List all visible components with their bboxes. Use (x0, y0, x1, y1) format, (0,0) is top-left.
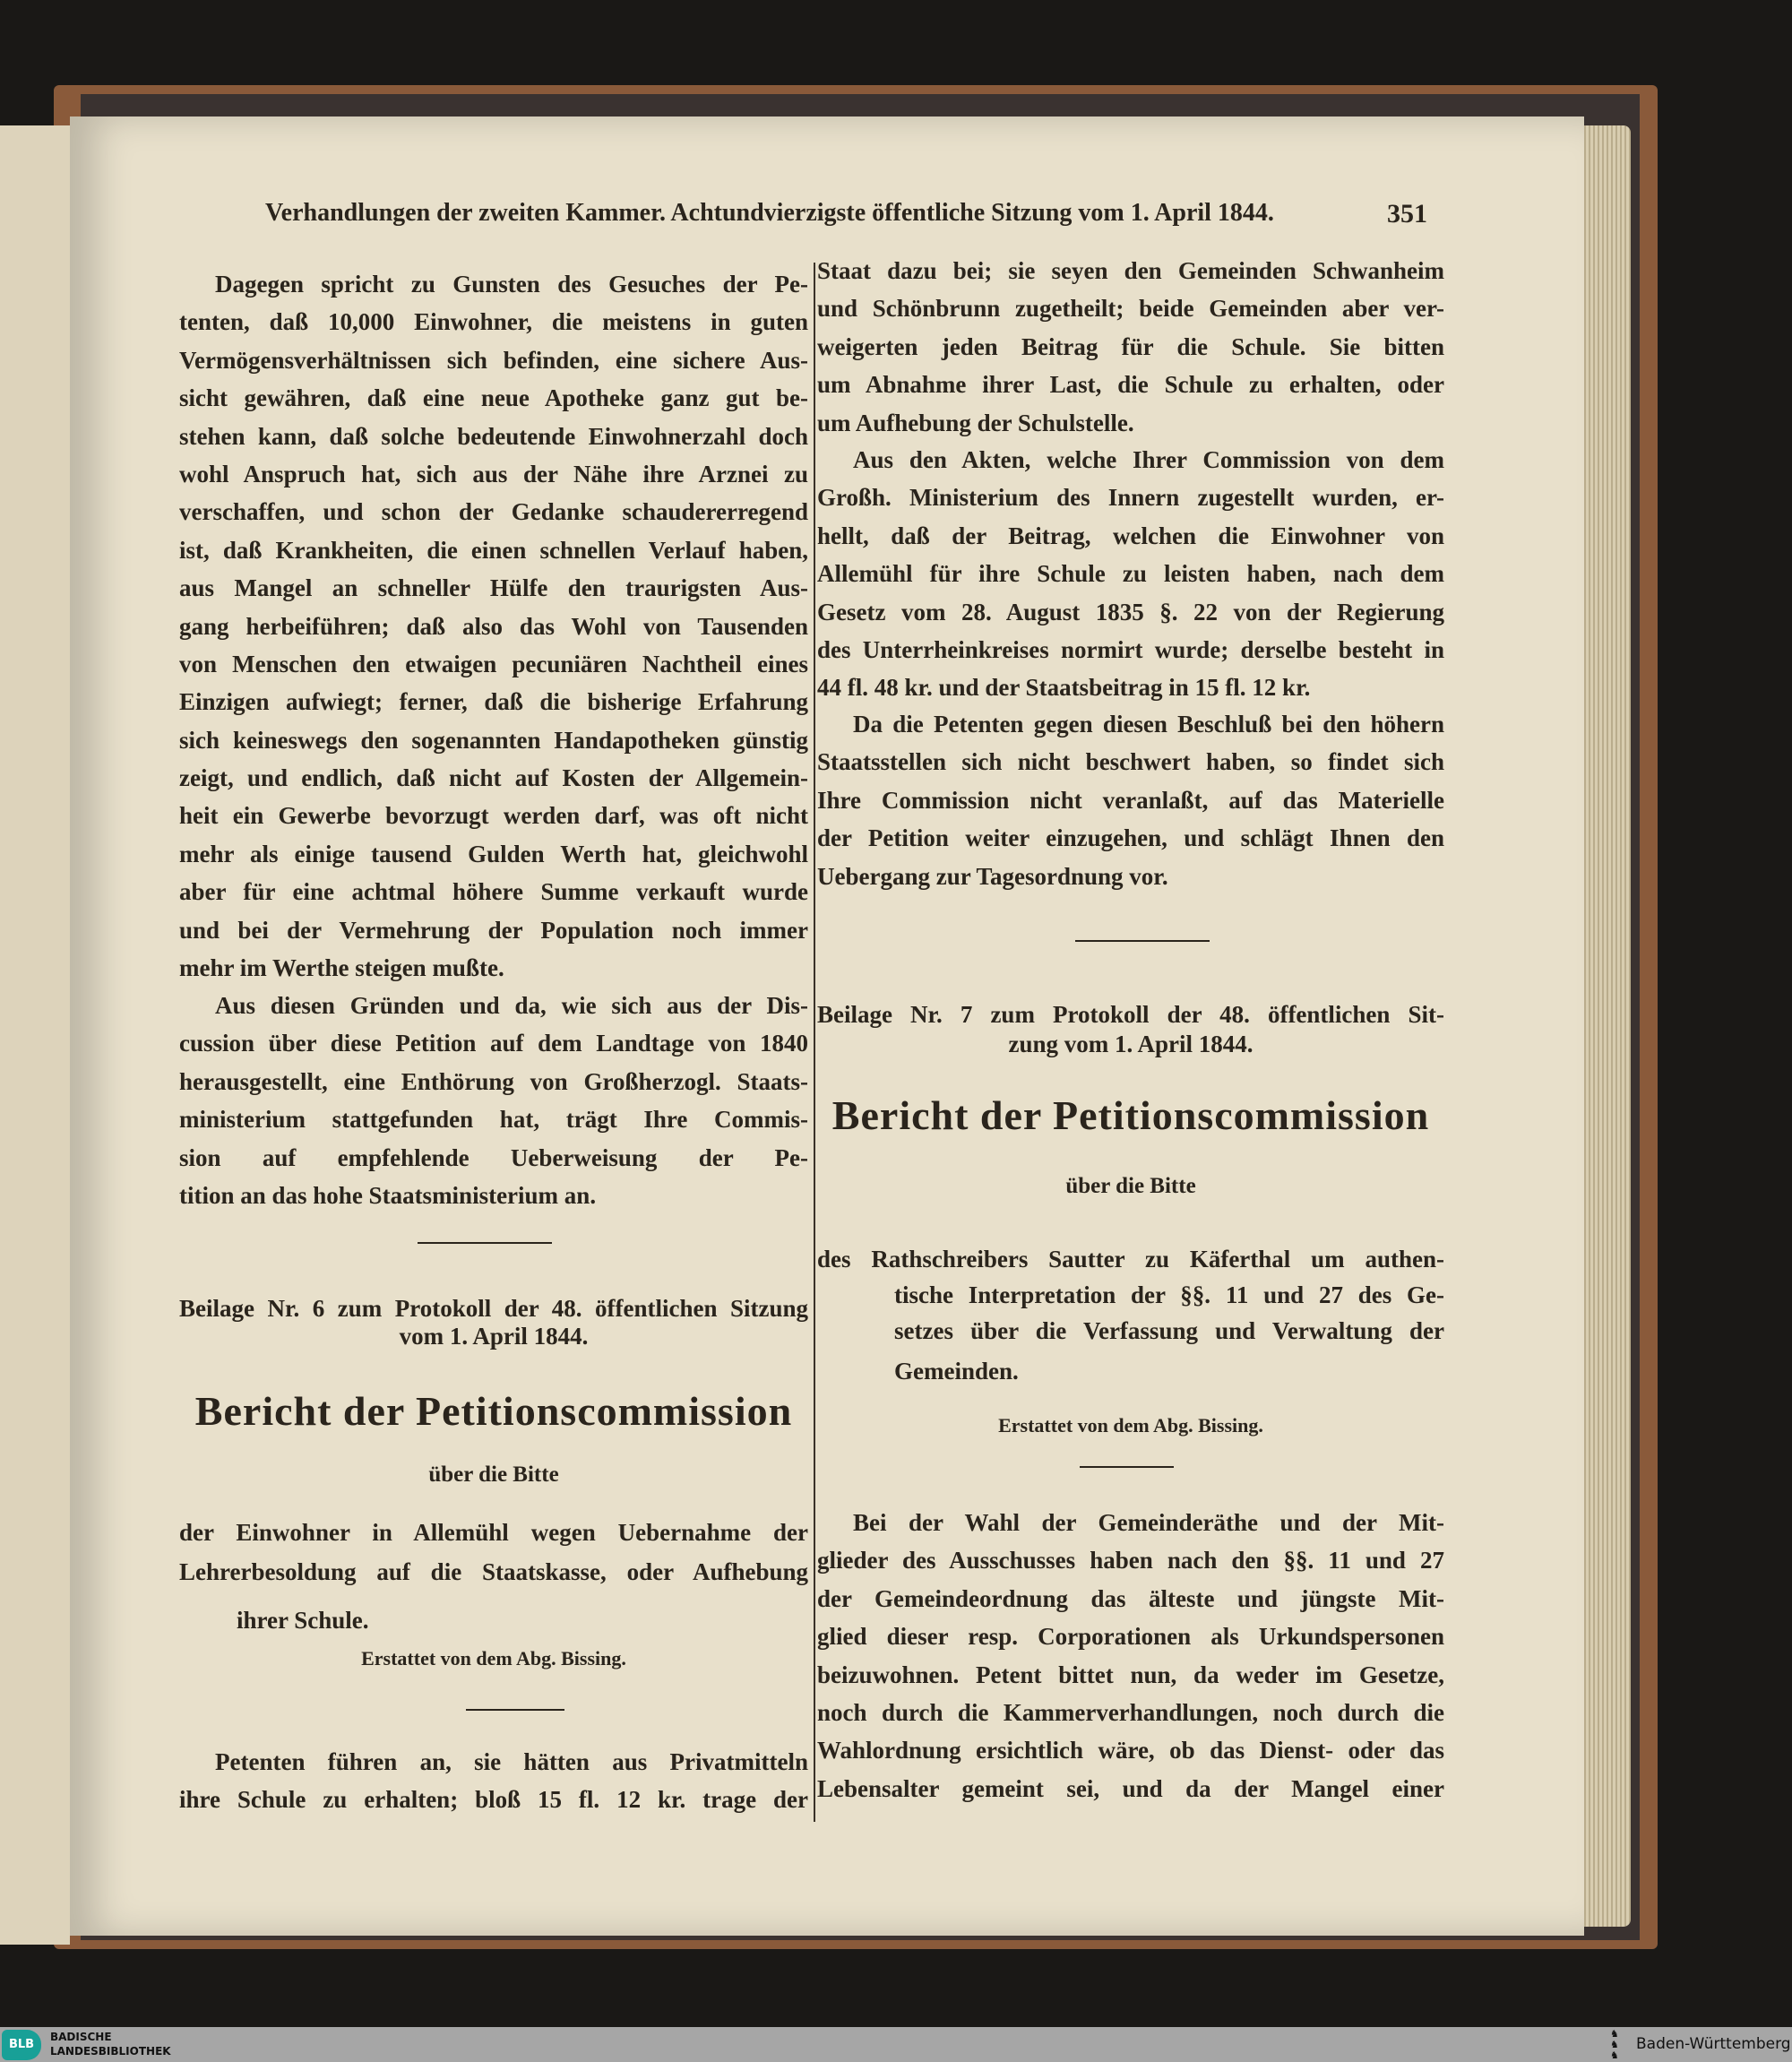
beilage-line: Beilage Nr. 7 zum Protokoll der 48. öffentlichen Sit- (817, 1001, 1444, 1028)
facing-page-edge (0, 125, 70, 1945)
text-line: Aus den Akten, welche Ihrer Commission von dem (853, 446, 1444, 473)
text-line: ministerium stattgefunden hat, trägt Ihre Commis- (179, 1106, 808, 1134)
report-heading: Bericht der Petitionscommission (831, 1092, 1430, 1138)
text-line: Ihre Commission nicht veranlaßt, auf das Materielle (817, 786, 1444, 814)
text-line: des Unterrheinkreises normirt wurde; derselbe besteht in (817, 635, 1444, 663)
text-line: tition an das hohe Staatsministerium an. (179, 1181, 597, 1209)
text-line: Allemühl für ihre Schule zu leisten haben, nach dem (817, 560, 1444, 588)
text-line: Staatsstellen sich nicht beschwert haben, so findet sich (817, 748, 1444, 776)
report-subheading: über die Bitte (428, 1462, 559, 1487)
text-line: der Petition weiter einzugehen, und schlägt Ihnen den (817, 824, 1444, 852)
state-lions-icon: ♞ ♞ ♞ (1610, 2029, 1619, 2061)
separator-rule (1080, 1466, 1174, 1468)
report-heading: Bericht der Petitionscommission (194, 1388, 793, 1434)
subject-line: des Rathschreibers Sautter zu Käferthal um authen- (817, 1246, 1444, 1273)
text-line: sion auf empfehlende Ueberweisung der Pe- (179, 1143, 808, 1171)
text-line: der Gemeindeordnung das älteste und jüngste Mit- (817, 1584, 1444, 1612)
text-line: glieder des Ausschusses haben nach den §§. 11 und 27 (817, 1547, 1444, 1575)
footer-bar (0, 2027, 1792, 2062)
text-line: glied dieser resp. Corporationen als Urkundspersonen (817, 1623, 1444, 1651)
text-line: verschaffen, und schon der Gedanke schaudererregend (179, 498, 808, 526)
text-line: stehen kann, daß solche bedeutende Einwohnerzahl doch (179, 422, 808, 450)
text-line: tenten, daß 10,000 Einwohner, die meistens in guten (179, 308, 808, 336)
left-paragraph-2 (179, 987, 808, 1214)
text-line: beizuwohnen. Petent bittet nun, da weder im Gesetze, (817, 1661, 1444, 1688)
left-paragraph-1 (179, 265, 808, 987)
text-line: Uebergang zur Tagesordnung vor. (817, 862, 1168, 890)
separator-rule (418, 1242, 552, 1244)
right-paragraph-2 (817, 441, 1444, 707)
reporter-line: Erstattet von dem Abg. Bissing. (998, 1414, 1263, 1436)
library-name-line: BADISCHE (50, 2031, 112, 2043)
reporter-line: Erstattet von dem Abg. Bissing. (361, 1647, 626, 1669)
text-line: aus Mangel an schneller Hülfe den traurigsten Aus- (179, 574, 808, 602)
beilage-date: zung vom 1. April 1844. (1008, 1031, 1254, 1057)
text-line: Großh. Ministerium des Innern zugestellt wurden, er- (817, 484, 1444, 512)
text-line: weigerten jeden Beitrag für die Schule. Sie bitten (817, 332, 1444, 360)
right-paragraph-3 (817, 705, 1444, 895)
text-line: Bei der Wahl der Gemeinderäthe und der Mit- (853, 1509, 1444, 1536)
text-line: um Aufhebung der Schulstelle. (817, 409, 1134, 436)
column-divider (814, 263, 815, 1822)
text-line: ist, daß Krankheiten, die einen schnellen Verlauf haben, (179, 536, 808, 564)
page-edges (1577, 125, 1631, 1927)
report-subheading: über die Bitte (1065, 1174, 1196, 1198)
text-line: und Schönbrunn zugetheilt; beide Gemeinden aber ver- (817, 295, 1444, 323)
text-line: zeigt, und endlich, daß nicht auf Kosten der Allgemein- (179, 764, 808, 792)
text-line: Wahlordnung ersichtlich wäre, ob das Dienst- oder das (817, 1737, 1444, 1764)
library-name-line: LANDESBIBLIOTHEK (50, 2045, 171, 2058)
text-line: und bei der Vermehrung der Population noch immer (179, 916, 808, 944)
text-line: Einzigen aufwiegt; ferner, daß die bisherige Erfahrung (179, 688, 808, 716)
page-number: 351 (1387, 199, 1427, 229)
text-line: noch durch die Kammerverhandlungen, noch durch die (817, 1698, 1444, 1726)
subject-line: Gemeinden. (894, 1358, 1019, 1385)
beilage-date: vom 1. April 1844. (399, 1323, 589, 1350)
subject-line: Lehrerbesoldung auf die Staatskasse, oder Aufhebung (179, 1558, 808, 1585)
left-paragraph-3 (179, 1743, 808, 1819)
text-line: Petenten führen an, sie hätten aus Privatmitteln (215, 1748, 808, 1775)
text-line: ihre Schule zu erhalten; bloß 15 fl. 12 kr. trage der (179, 1786, 808, 1814)
subject-line: tische Interpretation der §§. 11 und 27 des Ge- (894, 1281, 1444, 1308)
separator-rule (1075, 940, 1210, 942)
text-line: um Abnahme ihrer Last, die Schule zu erhalten, oder (817, 371, 1444, 399)
subject-line: setzes über die Verfassung und Verwaltung der (894, 1317, 1444, 1344)
text-line: hellt, daß der Beitrag, welchen die Einwohner von (817, 522, 1444, 549)
text-line: gang herbeiführen; daß also das Wohl von Tausenden (179, 612, 808, 640)
text-line: Lebensalter gemeint sei, und da der Mangel einer (817, 1774, 1444, 1802)
separator-rule (466, 1709, 564, 1711)
text-line: mehr im Werthe steigen mußte. (179, 954, 504, 982)
text-line: Gesetz vom 28. August 1835 §. 22 von der Regierung (817, 598, 1444, 626)
subject-line: der Einwohner in Allemühl wegen Uebernahme der (179, 1519, 808, 1546)
running-title: Verhandlungen der zweiten Kammer. Achtundvierzigste öffentliche Sitzung vom 1. April 1844. (265, 199, 1274, 227)
text-line: heit ein Gewerbe bevorzugt werden darf, was oft nicht (179, 802, 808, 830)
right-paragraph-1 (817, 252, 1444, 442)
text-line: 44 fl. 48 kr. und der Staatsbeitrag in 15 fl. 12 kr. (817, 674, 1311, 702)
library-name (50, 2030, 171, 2058)
text-line: mehr als einige tausend Gulden Werth hat, gleichwohl (179, 840, 808, 867)
state-name[interactable]: Baden-Württemberg (1636, 2035, 1791, 2053)
text-line: herausgestellt, eine Enthörung von Großherzogl. Staats- (179, 1067, 808, 1095)
text-line: Da die Petenten gegen diesen Beschluß bei den höhern (853, 711, 1444, 738)
text-line: wohl Anspruch hat, sich aus der Nähe ihre Arznei zu (179, 460, 808, 487)
text-line: cussion über diese Petition auf dem Landtage von 1840 (179, 1030, 808, 1057)
blb-logo[interactable]: BLB (2, 2030, 41, 2060)
text-line: Staat dazu bei; sie seyen den Gemeinden Schwanheim (817, 257, 1444, 284)
text-line: aber für eine achtmal höhere Summe verkauft wurde (179, 878, 808, 906)
text-line: sich keineswegs den sogenannten Handapotheken günstig (179, 726, 808, 754)
text-line: Aus diesen Gründen und da, wie sich aus der Dis- (215, 992, 808, 1019)
text-line: Vermögensverhältnissen sich befinden, eine sichere Aus- (179, 346, 808, 374)
text-line: Dagegen spricht zu Gunsten des Gesuches der Pe- (215, 271, 808, 298)
text-line: von Menschen den etwaigen pecuniären Nachtheil eines (179, 650, 808, 677)
text-line: sicht gewähren, daß eine neue Apotheke ganz gut be- (179, 384, 808, 412)
subject-line: ihrer Schule. (237, 1607, 369, 1634)
right-paragraph-4 (817, 1504, 1444, 1807)
beilage-line: Beilage Nr. 6 zum Protokoll der 48. öffentlichen Sitzung (179, 1295, 808, 1322)
